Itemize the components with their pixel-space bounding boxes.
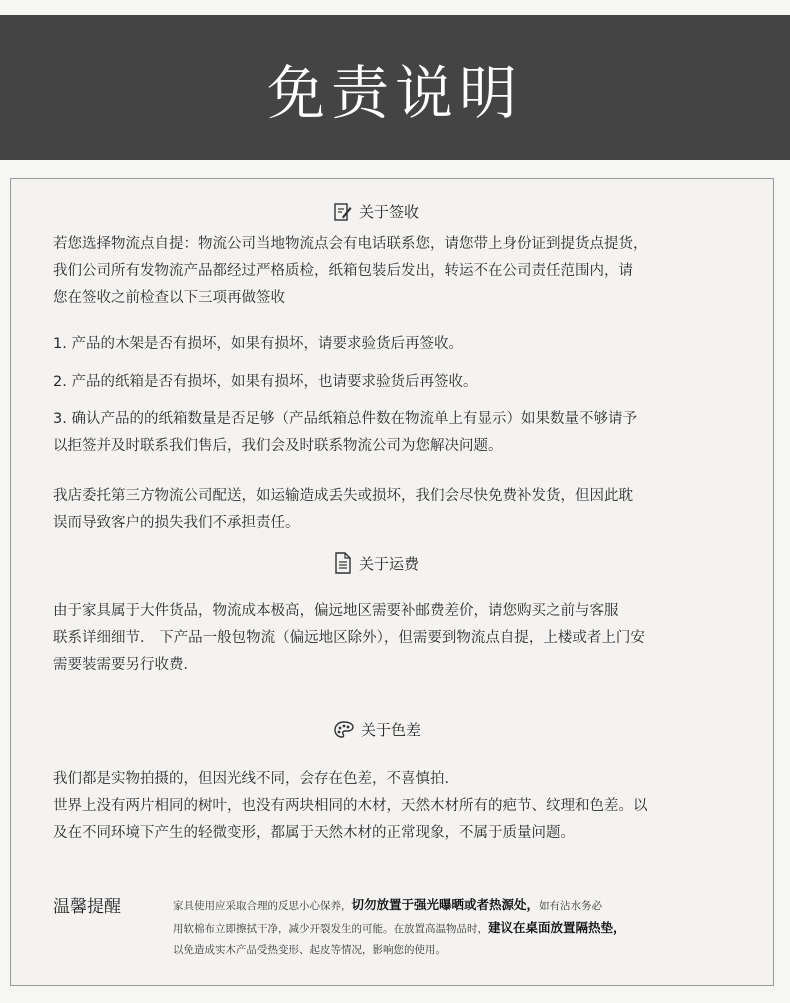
text-line: 需要装需要另行收费． <box>53 657 198 673</box>
text-run: 如有沾水务必 <box>539 900 603 912</box>
text-line: 以免造成实木产品受热变形、起皮等情况，影响您的使用。 <box>173 944 446 956</box>
freight-body <box>53 598 645 679</box>
text-line <box>173 917 743 940</box>
signature-pen-icon <box>333 202 353 222</box>
sign-item-1: 1. 产品的木架是否有损坏，如果有损坏，请要求验货后再签收。 <box>53 336 463 352</box>
section-heading-sign <box>333 201 419 222</box>
text-line: 您在签收之前检查以下三项再做签收 <box>53 290 285 306</box>
text-line <box>173 894 743 917</box>
emphasis-text: 切勿放置于强光曝晒或者热源处， <box>351 897 540 912</box>
header-banner <box>0 15 790 160</box>
section-title-freight: 关于运费 <box>359 554 420 573</box>
warm-reminder-label: 温馨提醒 <box>53 897 121 917</box>
text-line: 世界上没有两片相同的树叶，也没有两块相同的木材，天然木材所有的疤节、纹理和色差。以 <box>53 798 648 814</box>
sign-note <box>53 483 633 537</box>
text-line: 若您选择物流点自提：物流公司当地物流点会有电话联系您，请您带上身份证到提货点提货， <box>53 236 648 252</box>
text-run: 用软棉布立即擦拭干净，减少开裂发生的可能。在放置高温物品时， <box>173 923 488 935</box>
emphasis-text: 建议在桌面放置隔热垫， <box>488 920 626 935</box>
page-title: 免责说明 <box>266 58 523 127</box>
text-run: 家具使用应采取合理的反思小心保养， <box>173 900 352 912</box>
warm-reminder-text <box>173 894 743 961</box>
sign-item-3 <box>53 406 637 460</box>
text-line: 我们公司所有发物流产品都经过严格质检，纸箱包装后发出，转运不在公司责任范围内，请 <box>53 263 633 279</box>
sign-item-2: 2. 产品的纸箱是否有损坏，如果有损坏，也请要求验货后再签收。 <box>53 374 478 390</box>
section-heading-color <box>333 719 421 740</box>
text-line: 以拒签并及时联系我们售后，我们会及时联系物流公司为您解决问题。 <box>53 438 503 454</box>
text-line: 3. 确认产品的的纸箱数量是否足够（产品纸箱总件数在物流单上有显示）如果数量不够请予 <box>53 411 637 427</box>
section-heading-freight <box>333 552 419 574</box>
section-title-sign: 关于签收 <box>359 203 420 221</box>
section-title-color: 关于色差 <box>361 721 422 739</box>
palette-icon <box>333 720 355 740</box>
sign-intro <box>53 231 648 312</box>
text-line: 由于家具属于大件货品，物流成本极高，偏远地区需要补邮费差价，请您购买之前与客服 <box>53 603 619 619</box>
text-line: 误而导致客户的损失我们不承担责任。 <box>53 515 300 531</box>
color-body <box>53 766 648 847</box>
document-icon <box>333 552 353 574</box>
text-line: 我店委托第三方物流公司配送，如运输造成丢失或损坏，我们会尽快免费补发货，但因此耽 <box>53 488 633 504</box>
text-line: 联系详细细节． 下产品一般包物流（偏远地区除外），但需要到物流点自提，上楼或者上门安 <box>53 630 645 646</box>
disclaimer-panel <box>10 178 774 986</box>
text-line: 及在不同环境下产生的轻微变形，都属于天然木材的正常现象，不属于质量问题。 <box>53 825 575 841</box>
text-line: 我们都是实物拍摄的，但因光线不同，会存在色差，不喜慎拍． <box>53 771 459 787</box>
